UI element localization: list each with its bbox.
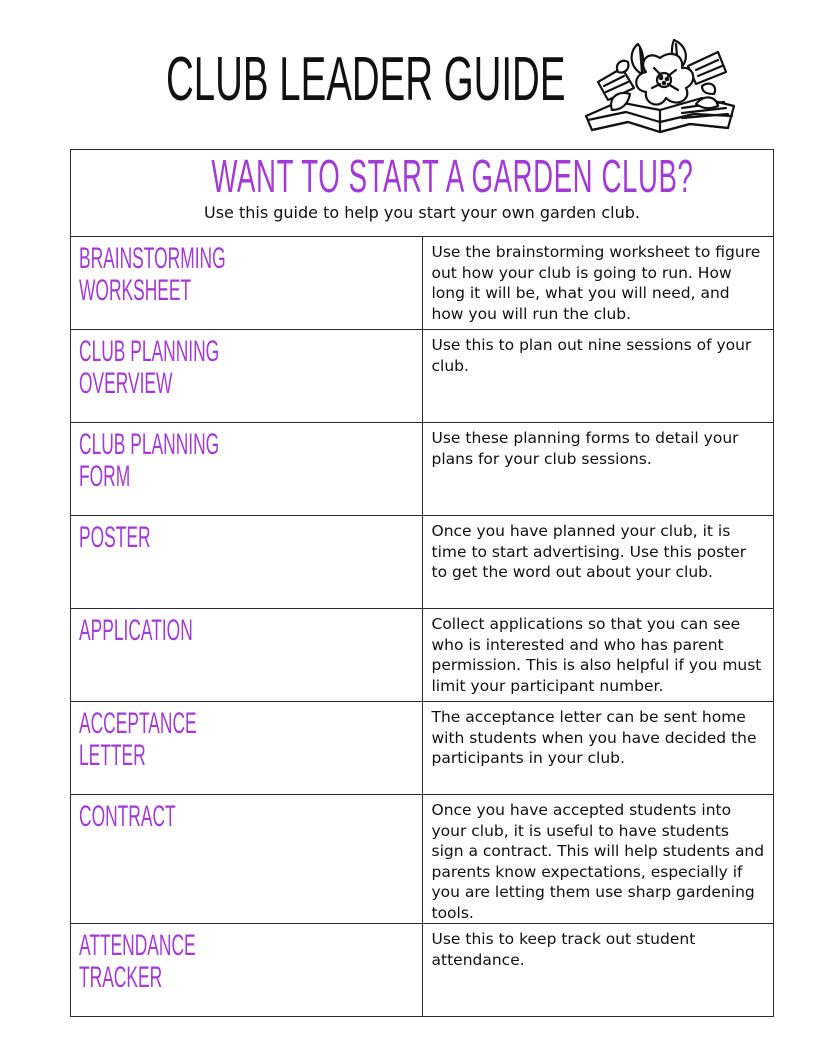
row-label-cell [71, 423, 423, 516]
table-row [71, 423, 774, 516]
table-row [71, 516, 774, 609]
row-label-cell [71, 924, 423, 1017]
intro-text: Use this guide to help you start your own garden club. [203, 203, 640, 222]
table-row [71, 330, 774, 423]
header-row [71, 150, 774, 237]
row-label: ACCEPTANCE LETTER [79, 707, 197, 772]
row-label-cell [71, 702, 423, 795]
row-label: CONTRACT [79, 800, 176, 833]
row-description-cell [422, 609, 774, 702]
table-row [71, 702, 774, 795]
row-label-cell [71, 237, 423, 330]
row-description-cell [422, 924, 774, 1017]
row-description: Use these planning forms to detail your plans for your club sessions. [431, 429, 739, 468]
section-heading: WANT TO START A GARDEN CLUB? [211, 150, 694, 202]
row-label: BRAINSTORMING WORKSHEET [79, 242, 226, 307]
row-description: Once you have accepted students into your club, it is useful to have students sign a contract. This will help students and parents know expectations, especially if you are letting them use sharp gardening tools. [431, 801, 765, 922]
row-description: Use this to keep track out student attendance. [431, 930, 696, 969]
table-row [71, 795, 774, 924]
row-description-cell [422, 237, 774, 330]
table-row [71, 924, 774, 1017]
row-description-cell [422, 795, 774, 924]
row-description-cell [422, 423, 774, 516]
row-description: Collect applications so that you can see who is interested and who has parent permission. This is also helpful if you must limit your participant number. [431, 615, 762, 695]
row-label-cell [71, 330, 423, 423]
row-description-cell [422, 702, 774, 795]
row-description-cell [422, 330, 774, 423]
row-label: ATTENDANCE TRACKER [79, 929, 196, 994]
row-label-cell [71, 795, 423, 924]
row-label: CLUB PLANNING FORM [79, 428, 220, 493]
header-cell [71, 150, 774, 237]
table-row [71, 609, 774, 702]
guide-table [70, 149, 774, 1017]
row-description: The acceptance letter can be sent home with students when you have decided the participants in your club. [431, 708, 757, 767]
row-label: CLUB PLANNING OVERVIEW [79, 335, 220, 400]
table-row [71, 237, 774, 330]
row-description: Once you have planned your club, it is time to start advertising. Use this poster to get the word out about your club. [431, 522, 747, 581]
page-title: CLUB LEADER GUIDE [166, 45, 566, 114]
open-book-with-flower-icon [578, 32, 742, 138]
row-description: Use the brainstorming worksheet to figure out how your club is going to run. How long it will be, what you will need, and how you will run the club. [431, 243, 761, 323]
row-description-cell [422, 516, 774, 609]
row-label: POSTER [79, 521, 151, 554]
row-label: APPLICATION [79, 614, 193, 647]
row-label-cell [71, 609, 423, 702]
row-description: Use this to plan out nine sessions of your club. [431, 336, 752, 375]
row-label-cell [71, 516, 423, 609]
